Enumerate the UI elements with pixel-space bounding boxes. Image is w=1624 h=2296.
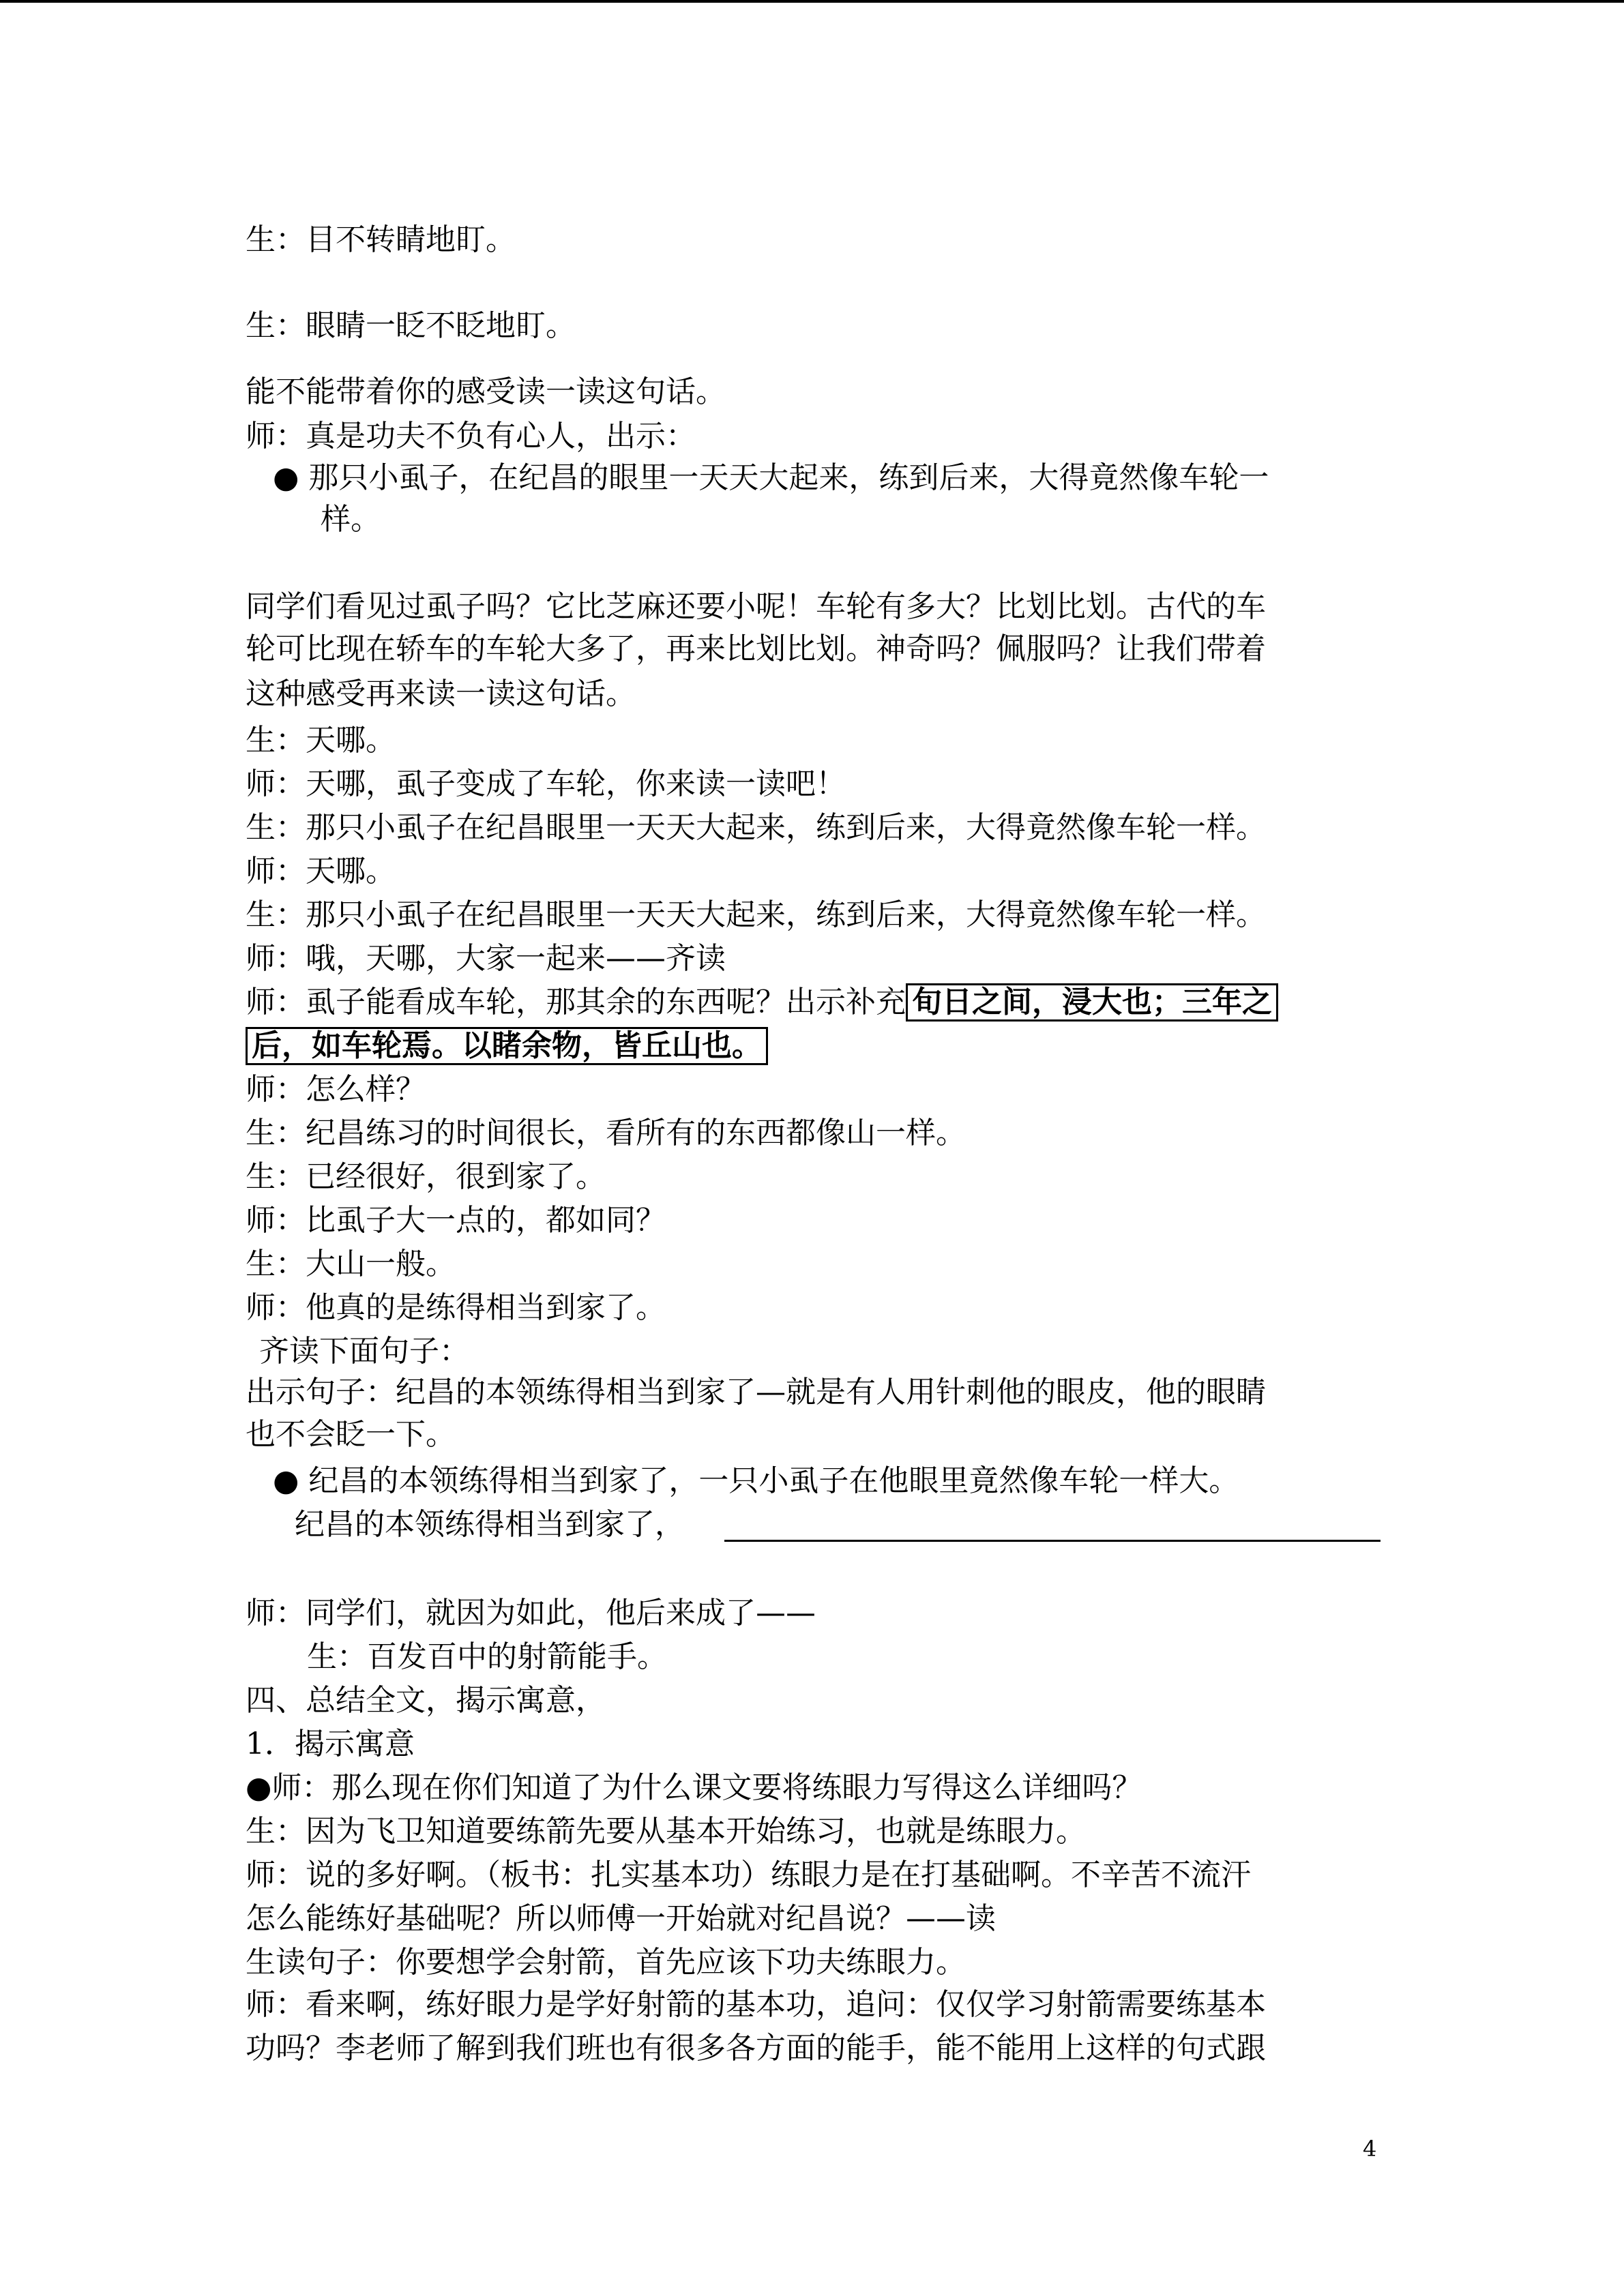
text-line: 师：看来啊，练好眼力是学好射箭的基本功，追问：仅仅学习射箭需要练基本 <box>246 1987 1266 2022</box>
text-line: 生：大山一般。 <box>246 1247 456 1281</box>
top-border <box>0 0 1624 3</box>
text-line: 也不会眨一下。 <box>246 1417 456 1452</box>
text-line: 师：比虱子大一点的，都如同？ <box>246 1203 666 1238</box>
subsection-heading: 1．揭示寓意 <box>246 1727 415 1761</box>
text-line: 师：他真的是练得相当到家了。 <box>246 1290 666 1325</box>
text-line <box>246 1027 768 1065</box>
text-line: 出示句子：纪昌的本领练得相当到家了—就是有人用针刺他的眼皮，他的眼睛 <box>246 1375 1266 1410</box>
text-line: 师：天哪。 <box>246 854 396 889</box>
text-line: 生：百发百中的射箭能手。 <box>307 1639 667 1674</box>
text-line: 生：眼睛一眨不眨地盯。 <box>246 308 576 343</box>
text-line: 生：因为飞卫知道要练箭先要从基本开始练习，也就是练眼力。 <box>246 1814 1086 1849</box>
text-line: 师：哦，天哪，大家一起来——齐读 <box>246 941 726 976</box>
text-line: 功吗？李老师了解到我们班也有很多各方面的能手，能不能用上这样的句式跟 <box>246 2031 1266 2066</box>
text-line: 师：天哪，虱子变成了车轮，你来读一读吧！ <box>246 766 846 801</box>
text-line: 纪昌的本领练得相当到家了， <box>295 1507 685 1542</box>
highlighted-quote: 后，如车轮焉。以睹余物，皆丘山也。 <box>246 1027 768 1065</box>
text-line: 师：说的多好啊。（板书：扎实基本功）练眼力是在打基础啊。不辛苦不流汗 <box>246 1858 1251 1892</box>
bullet-item: ● 那只小虱子，在纪昌的眼里一天天大起来，练到后来，大得竟然像车轮一 <box>273 460 1269 495</box>
bullet-item: ● 纪昌的本领练得相当到家了，一只小虱子在他眼里竟然像车轮一样大。 <box>273 1463 1239 1498</box>
text-line: 生：那只小虱子在纪昌眼里一天天大起来，练到后来，大得竟然像车轮一样。 <box>246 810 1266 845</box>
text-line: 生：纪昌练习的时间很长，看所有的东西都像山一样。 <box>246 1116 966 1150</box>
text-line <box>246 983 1278 1022</box>
highlighted-quote: 旬日之间，浸大也；三年之 <box>906 983 1278 1022</box>
page-number: 4 <box>1363 2136 1377 2162</box>
text-line: 这种感受再来读一读这句话。 <box>246 676 636 711</box>
text-line: 生：已经很好，很到家了。 <box>246 1159 606 1194</box>
text-line: 轮可比现在轿车的车轮大多了，再来比划比划。神奇吗？佩服吗？让我们带着 <box>246 631 1266 666</box>
text-line: 样。 <box>321 502 381 537</box>
text-segment: 师：虱子能看成车轮，那其余的东西呢？出示补充 <box>246 985 906 1019</box>
text-line: 生：那只小虱子在纪昌眼里一天天大起来，练到后来，大得竟然像车轮一样。 <box>246 897 1266 932</box>
text-line: 怎么能练好基础呢？所以师傅一开始就对纪昌说？——读 <box>246 1901 996 1936</box>
text-line: 生：目不转睛地盯。 <box>246 222 516 257</box>
text-line: 能不能带着你的感受读一读这句话。 <box>246 374 726 409</box>
text-line: 齐读下面句子： <box>259 1334 469 1369</box>
text-line: 师：真是功夫不负有心人，出示： <box>246 419 696 453</box>
bullet-item: ●师：那么现在你们知道了为什么课文要将练眼力写得这么详细吗？ <box>246 1770 1142 1805</box>
text-line: 同学们看见过虱子吗？它比芝麻还要小呢！车轮有多大？比划比划。古代的车 <box>246 589 1266 624</box>
text-line: 师：怎么样？ <box>246 1072 426 1107</box>
fill-in-blank <box>724 1540 1381 1542</box>
text-line: 生读句子：你要想学会射箭，首先应该下功夫练眼力。 <box>246 1945 966 1980</box>
text-line: 生：天哪。 <box>246 723 396 758</box>
text-line: 师：同学们，就因为如此，他后来成了—— <box>246 1596 816 1630</box>
section-heading: 四、总结全文，揭示寓意， <box>246 1683 606 1718</box>
